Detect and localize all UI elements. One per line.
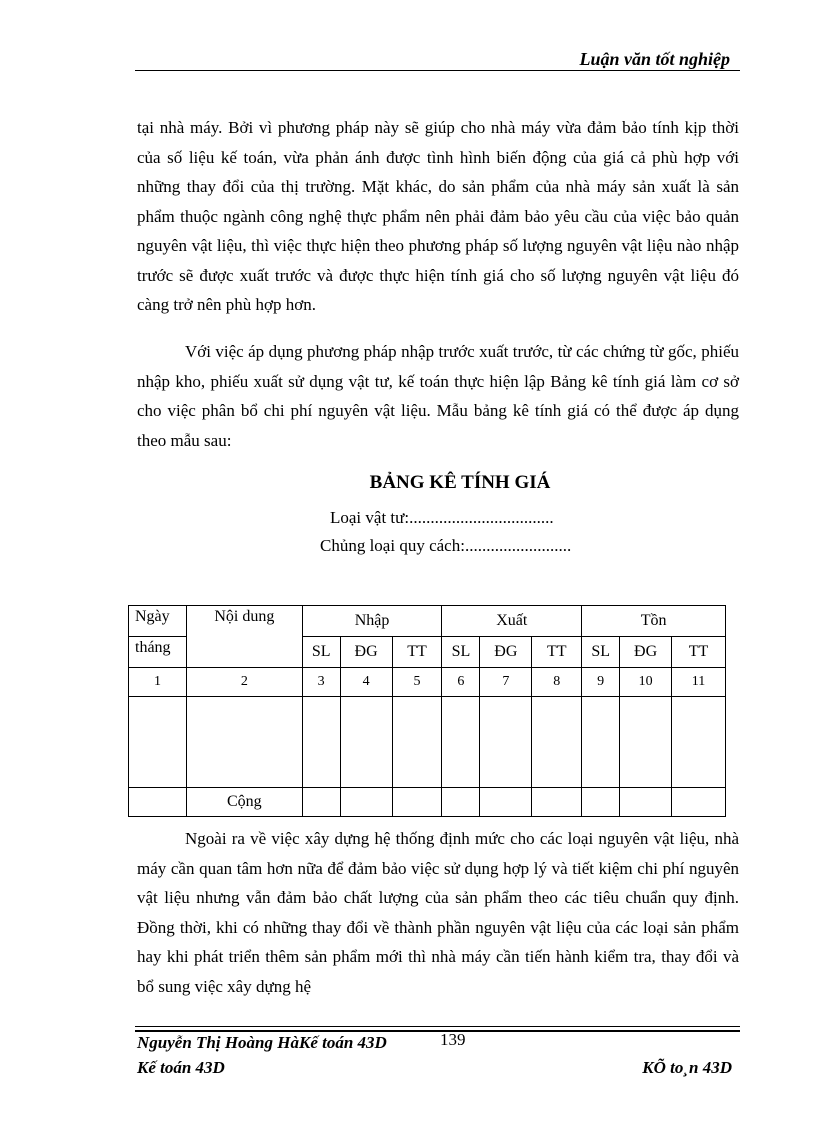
header-rule (135, 70, 740, 71)
table-cell (302, 697, 340, 788)
sub-header: ĐG (340, 637, 392, 668)
price-table (128, 605, 726, 817)
material-line: Loại vật tư:.................................. (330, 508, 554, 527)
sub-header: ĐG (620, 637, 672, 668)
table-cell (582, 788, 620, 817)
table-cell (186, 697, 302, 788)
col-content: Nội dung (186, 606, 302, 668)
table-cell (532, 697, 582, 788)
paragraph-3-text: Ngoài ra về việc xây dựng hệ thống định mức cho các loại nguyên vật liệu, nhà máy cần quan tâm hơn nữa để đảm bảo việc sử dụng hợp lý và tiết kiệm chi phí nguyên vật liệu nhưng vẫn đảm bảo chất lượng của sản phẩm theo các tiêu chuẩn quy định. Đồng thời, khi có những thay đổi về thành phần nguyên vật liệu của các loại sản phẩm hay khi phát triển thêm sản phẩm mới thì nhà máy cần tiến hành kiểm tra, thay đổi và bổ sung việc xây dựng hệ (137, 829, 739, 996)
paragraph-3 (137, 824, 739, 1001)
paragraph-2 (137, 337, 739, 455)
table-cell (480, 788, 532, 817)
table-cell (302, 788, 340, 817)
table-body-row (129, 697, 726, 788)
col-number: 8 (532, 668, 582, 697)
group-stock: Tồn (582, 606, 726, 637)
table-cell (129, 788, 187, 817)
footer-author: Nguyễn Thị Hoàng HàKế toán 43D (137, 1033, 387, 1052)
paragraph-1: tại nhà máy. Bởi vì phương pháp này sẽ giúp cho nhà máy vừa đảm bảo tính kịp thời của số liệu kế toán, vừa phản ánh được tình hình biến động của giá cả phù hợp với những thay đổi của thị trường. Mặt khác, do sản phẩm của nhà máy sản xuất là sản phẩm thuộc ngành công nghệ thực phẩm nên phải đảm bảo yêu cầu của việc bảo quản nguyên vật liệu, thì việc thực hiện theo phương pháp số lượng nguyên vật liệu nào nhập trước sẽ được xuất trước và được thực hiện tính giá cho số lượng nguyên vật liệu đó càng trở nên phù hợp hơn. (137, 118, 739, 314)
col-number: 10 (620, 668, 672, 697)
paragraph-2-text: Với việc áp dụng phương pháp nhập trước xuất trước, từ các chứng từ gốc, phiếu nhập kho, phiếu xuất sử dụng vật tư, kế toán thực hiện lập Bảng kê tính giá làm cơ sở cho việc phân bổ chi phí nguyên vật liệu. Mẫu bảng kê tính giá có thể được áp dụng theo mẫu sau: (137, 342, 739, 450)
table-cell (392, 788, 442, 817)
table-cell (442, 788, 480, 817)
col-number: 4 (340, 668, 392, 697)
table-cell (672, 788, 726, 817)
table-cell (340, 697, 392, 788)
col-number: 3 (302, 668, 340, 697)
group-out: Xuất (442, 606, 582, 637)
table-cell (620, 788, 672, 817)
footer-dept: Kế toán 43D (137, 1058, 225, 1077)
col-number: 2 (186, 668, 302, 697)
sub-header: TT (672, 637, 726, 668)
col-number: 11 (672, 668, 726, 697)
col-number: 7 (480, 668, 532, 697)
col-number: 9 (582, 668, 620, 697)
sub-header: SL (582, 637, 620, 668)
group-in: Nhập (302, 606, 442, 637)
col-number: 5 (392, 668, 442, 697)
table-cell (442, 697, 480, 788)
sub-header: SL (302, 637, 340, 668)
table-title: BẢNG KÊ TÍNH GIÁ (369, 472, 551, 493)
header-title: Luận văn tốt nghiệp (579, 49, 730, 69)
table-cell (582, 697, 620, 788)
table-cell (480, 697, 532, 788)
footer-right: KÕ to¸n 43D (642, 1058, 732, 1077)
table-total-row (129, 788, 726, 817)
table-cell (340, 788, 392, 817)
sub-header: ĐG (480, 637, 532, 668)
col-date-line1: Ngày (129, 606, 187, 637)
sub-header: TT (392, 637, 442, 668)
table-header-row-1 (129, 606, 726, 637)
sub-header: TT (532, 637, 582, 668)
footer-rule (135, 1030, 740, 1032)
spec-line: Chủng loại quy cách:......................... (320, 536, 572, 555)
total-label: Cộng (186, 788, 302, 817)
col-number: 1 (129, 668, 187, 697)
table-cell (672, 697, 726, 788)
col-date-line2: tháng (129, 637, 187, 668)
table-number-row (129, 668, 726, 697)
table-cell (392, 697, 442, 788)
table-cell (532, 788, 582, 817)
table-cell (620, 697, 672, 788)
table-cell (129, 697, 187, 788)
page-number: 139 (440, 1030, 466, 1049)
sub-header: SL (442, 637, 480, 668)
col-number: 6 (442, 668, 480, 697)
footer-rule (135, 1026, 740, 1027)
